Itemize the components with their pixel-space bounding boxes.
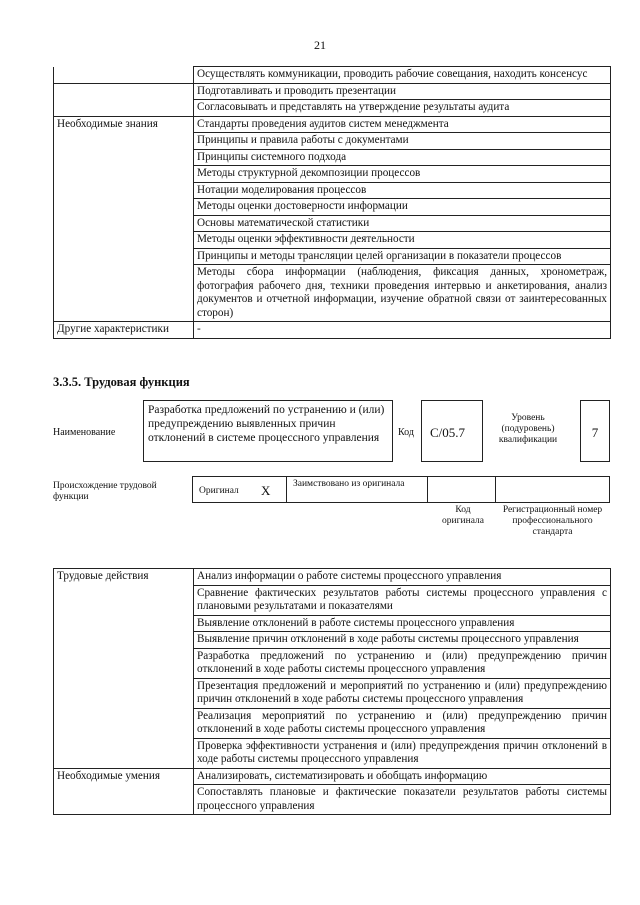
function-name-box: Разработка предложений по устранению и (или) предупреждению выявленных причин отклонений в системе процессного управления	[143, 400, 393, 462]
row-category	[54, 83, 194, 100]
original-mark: X	[261, 483, 271, 498]
code-label: Код	[398, 427, 414, 438]
row-category	[54, 738, 194, 768]
page-number: 21	[314, 38, 326, 52]
row-category	[54, 149, 194, 166]
row-text: Методы оценки достоверности информации	[194, 199, 611, 216]
row-category	[54, 199, 194, 216]
row-category: Трудовые действия	[54, 569, 194, 586]
level-label: Уровень (подуровень) квалификации	[498, 413, 558, 445]
row-category	[54, 265, 194, 322]
table-row	[54, 116, 611, 133]
row-text: -	[194, 322, 611, 339]
row-text: Основы математической статистики	[194, 215, 611, 232]
table-row	[54, 67, 611, 84]
row-text: Нотации моделирования процессов	[194, 182, 611, 199]
row-text: Принципы системного подхода	[194, 149, 611, 166]
row-text: Проверка эффективности устранения и (или) предупреждения причин отклонений в ходе работы системы процессного управления	[194, 738, 611, 768]
row-category	[54, 133, 194, 150]
row-text: Сравнение фактических результатов работы системы процессного управления с плановыми результатами и показателями	[194, 585, 611, 615]
table-row	[54, 585, 611, 615]
row-category	[54, 785, 194, 815]
table-row	[54, 166, 611, 183]
row-text: Принципы и правила работы с документами	[194, 133, 611, 150]
borrowed-label: Заимствовано из оригинала	[293, 479, 405, 489]
origin-code-label: Код оригинала	[442, 505, 484, 526]
row-category	[54, 585, 194, 615]
table-row	[54, 83, 611, 100]
name-label: Наименование	[53, 427, 116, 438]
table-row	[54, 615, 611, 632]
table-row	[54, 215, 611, 232]
origin-label: Происхождение трудовой функции	[53, 481, 157, 502]
table-row	[54, 100, 611, 117]
section-title: 3.3.5. Трудовая функция	[53, 375, 190, 389]
row-category	[54, 615, 194, 632]
table-row	[54, 149, 611, 166]
row-category	[54, 166, 194, 183]
row-category: Необходимые умения	[54, 768, 194, 785]
borrowed-box	[286, 476, 428, 503]
row-category	[54, 648, 194, 678]
table-row	[54, 648, 611, 678]
row-category	[54, 232, 194, 249]
row-category	[54, 215, 194, 232]
row-text: Разработка предложений по устранению и (или) предупреждению причин отклонений в ходе работы системы процессного управления	[194, 648, 611, 678]
row-text: Методы структурной декомпозиции процессов	[194, 166, 611, 183]
row-text: Выявление причин отклонений в ходе работы системы процессного управления	[194, 632, 611, 649]
row-text: Сопоставлять плановые и фактические показатели результатов работы системы процессного управления	[194, 785, 611, 815]
table-row	[54, 199, 611, 216]
row-text: Анализ информации о работе системы процессного управления	[194, 569, 611, 586]
row-text: Принципы и методы трансляции целей организации в показатели процессов	[194, 248, 611, 265]
table-row	[54, 133, 611, 150]
table-row	[54, 265, 611, 322]
row-category	[54, 100, 194, 117]
origin-code-box	[427, 476, 496, 503]
table-row	[54, 708, 611, 738]
table-row	[54, 248, 611, 265]
row-text: Анализировать, систематизировать и обобщать информацию	[194, 768, 611, 785]
table-row	[54, 322, 611, 339]
row-category	[54, 67, 194, 84]
original-box	[192, 476, 287, 503]
table2-body	[54, 569, 611, 815]
reg-number-box	[495, 476, 610, 503]
row-text: Методы оценки эффективности деятельности	[194, 232, 611, 249]
table-row	[54, 785, 611, 815]
table-row	[54, 182, 611, 199]
table-row	[54, 232, 611, 249]
row-text: Подготавливать и проводить презентации	[194, 83, 611, 100]
level-value-box: 7	[580, 400, 610, 462]
row-category	[54, 632, 194, 649]
row-category	[54, 678, 194, 708]
row-category	[54, 708, 194, 738]
row-category	[54, 248, 194, 265]
table-row	[54, 738, 611, 768]
table-row	[54, 569, 611, 586]
row-text: Осуществлять коммуникации, проводить рабочие совещания, находить консенсус	[194, 67, 611, 84]
row-text: Выявление отклонений в работе системы процессного управления	[194, 615, 611, 632]
row-text: Презентация предложений и мероприятий по устранению и (или) предупреждению причин отклонений в ходе работы системы процессного управления	[194, 678, 611, 708]
table-row	[54, 768, 611, 785]
row-text: Методы сбора информации (наблюдения, фиксация данных, хронометраж, фотография рабочего дня, техники проведения интервью и анкетирования, анализ документов и отчетной информации, изучение обратной связи от заинтересованных сторон)	[194, 265, 611, 322]
table1-body	[54, 67, 611, 339]
labor-actions-table	[53, 568, 611, 815]
function-code-box: C/05.7	[421, 400, 483, 462]
row-text: Согласовывать и представлять на утверждение результаты аудита	[194, 100, 611, 117]
original-label: Оригинал	[199, 486, 239, 496]
skills-knowledge-table	[53, 66, 611, 339]
table-row	[54, 632, 611, 649]
row-text: Стандарты проведения аудитов систем менеджмента	[194, 116, 611, 133]
reg-number-label: Регистрационный номер профессионального стандарта	[502, 505, 603, 537]
row-category	[54, 182, 194, 199]
row-category: Другие характеристики	[54, 322, 194, 339]
row-category: Необходимые знания	[54, 116, 194, 133]
table-row	[54, 678, 611, 708]
row-text: Реализация мероприятий по устранению и (или) предупреждению причин отклонений в ходе работы системы процессного управления	[194, 708, 611, 738]
